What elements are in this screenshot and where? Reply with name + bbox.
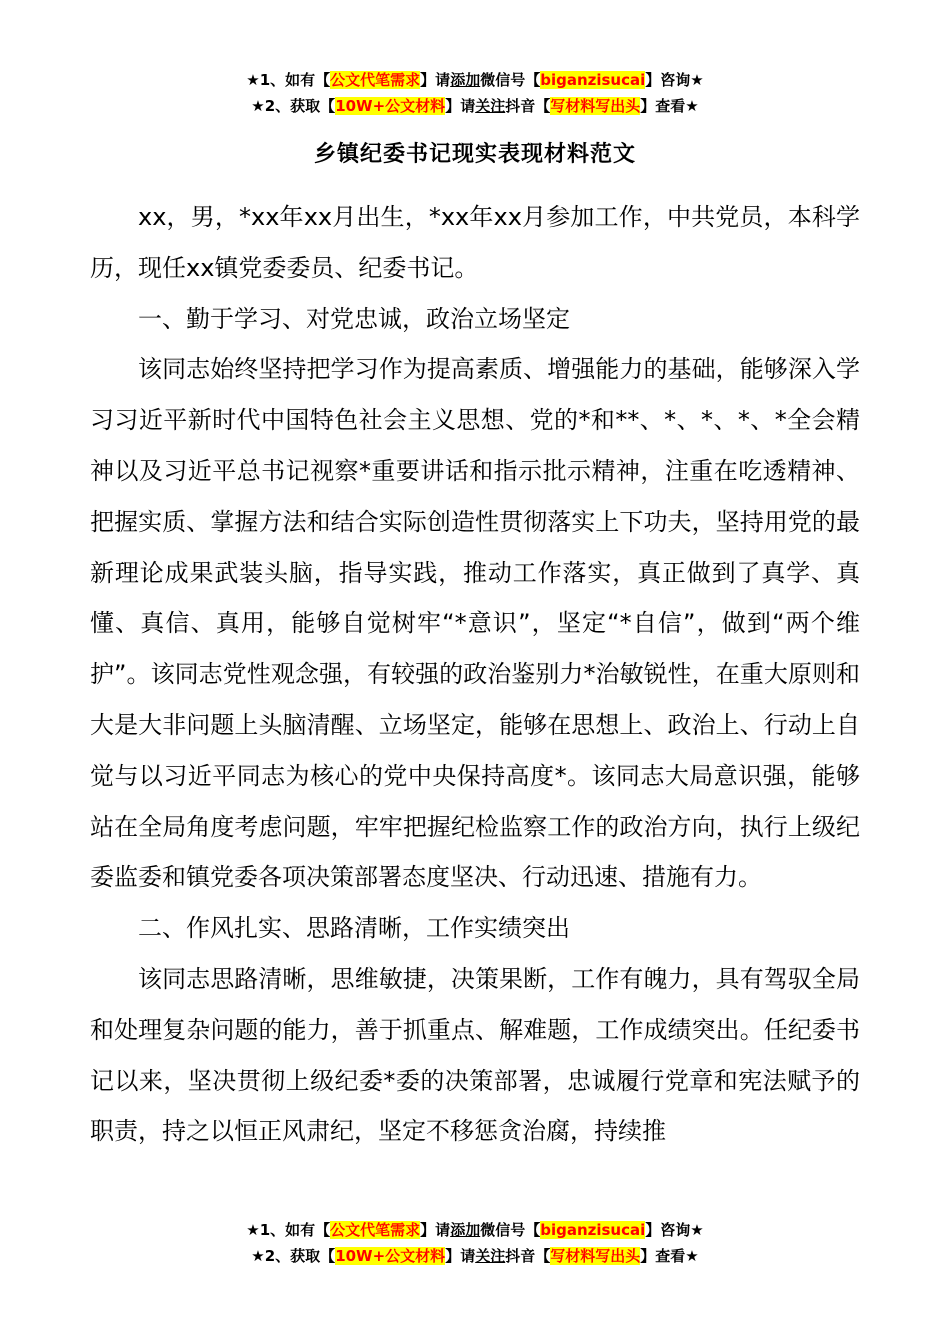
promo-highlight: 公文代笔需求: [330, 1221, 421, 1239]
promo-line-2: ★2、获取【10W+公文材料】请关注抖音【写材料写出头】查看★: [251, 97, 699, 115]
promo-douyin-id: 写材料写出头: [550, 1247, 641, 1265]
promo-line-2: ★2、获取【10W+公文材料】请关注抖音【写材料写出头】查看★: [251, 1247, 699, 1265]
promo-line-1: ★1、如有【公文代笔需求】请添加微信号【biganzisucai】咨询★: [246, 71, 704, 89]
promo-line-1: ★1、如有【公文代笔需求】请添加微信号【biganzisucai】咨询★: [246, 1221, 704, 1239]
promo-wechat-id: biganzisucai: [540, 1221, 646, 1239]
promo-highlight: 10W+公文材料: [335, 97, 446, 115]
promo-highlight: 公文代笔需求: [330, 71, 421, 89]
paragraph: xx，男，*xx年xx月出生，*xx年xx月参加工作，中共党员，本科学历，现任xx镇党委委员、纪委书记。: [90, 203, 860, 282]
section-heading: 二、作风扎实、思路清晰，工作实绩突出: [138, 914, 570, 943]
document-body: [90, 192, 860, 1157]
section-heading: 一、勤于学习、对党忠诚，政治立场坚定: [138, 304, 570, 333]
promo-banner-top: [0, 67, 950, 119]
promo-highlight: 10W+公文材料: [335, 1247, 446, 1265]
paragraph: 该同志思路清晰，思维敏捷，决策果断，工作有魄力，具有驾驭全局和处理复杂问题的能力，善于抓重点、解难题，工作成绩突出。任纪委书记以来，坚决贯彻上级纪委*委的决策部署，忠诚履行党章和宪法赋予的职责，持之以恒正风肃纪，坚定不移惩贪治腐，持续推: [90, 964, 860, 1146]
document-title: 乡镇纪委书记现实表现材料范文: [313, 142, 636, 167]
promo-banner-bottom: [0, 1217, 950, 1269]
promo-wechat-id: biganzisucai: [540, 71, 646, 89]
promo-douyin-id: 写材料写出头: [550, 97, 641, 115]
paragraph: 该同志始终坚持把学习作为提高素质、增强能力的基础，能够深入学习习近平新时代中国特色社会主义思想、党的*和**、*、*、*、*全会精神以及习近平总书记视察*重要讲话和指示批示精神，注重在吃透精神、把握实质、掌握方法和结合实际创造性贯彻落实上下功夫，坚持用党的最新理论成果武装头脑，指导实践，推动工作落实，真正做到了真学、真懂、真信、真用，能够自觉树牢“*意识”，坚定“*自信”，做到“两个维护”。该同志党性观念强，有较强的政治鉴别力*治敏锐性，在重大原则和大是大非问题上头脑清醒、立场坚定，能够在思想上、政治上、行动上自觉与以习近平同志为核心的党中央保持高度*。该同志大局意识强，能够站在全局角度考虑问题，牢牢把握纪检监察工作的政治方向，执行上级纪委监委和镇党委各项决策部署态度坚决、行动迅速、措施有力。: [90, 355, 860, 892]
